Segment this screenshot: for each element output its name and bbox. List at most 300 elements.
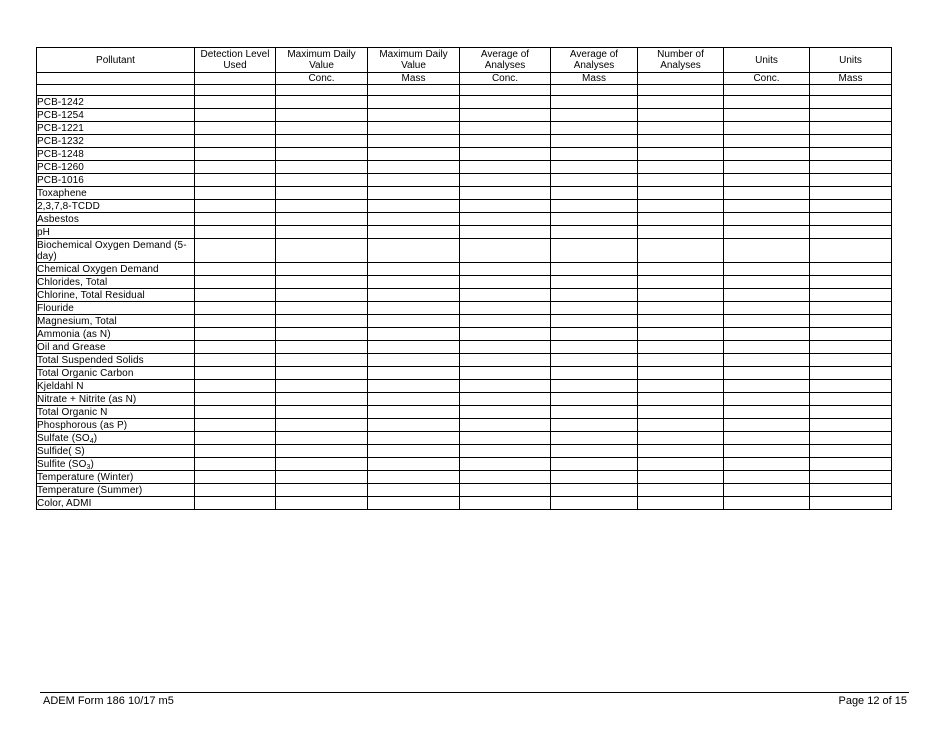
entry-cell[interactable] [724, 122, 810, 135]
entry-cell[interactable] [276, 187, 368, 200]
entry-cell[interactable] [638, 276, 724, 289]
entry-cell[interactable] [724, 302, 810, 315]
entry-cell[interactable] [810, 471, 892, 484]
entry-cell[interactable] [551, 445, 638, 458]
entry-cell[interactable] [551, 109, 638, 122]
entry-cell[interactable] [638, 226, 724, 239]
entry-cell[interactable] [276, 174, 368, 187]
table-row [37, 161, 892, 174]
entry-cell[interactable] [368, 315, 460, 328]
entry-cell[interactable] [810, 432, 892, 445]
header-detection-level: Detection Level Used [195, 48, 276, 73]
entry-cell[interactable] [195, 200, 276, 213]
entry-cell[interactable] [195, 161, 276, 174]
entry-cell[interactable] [460, 471, 551, 484]
entry-cell[interactable] [724, 497, 810, 510]
entry-cell[interactable] [276, 289, 368, 302]
entry-cell[interactable] [638, 174, 724, 187]
entry-cell[interactable] [368, 109, 460, 122]
entry-cell[interactable] [551, 354, 638, 367]
table-row [37, 380, 892, 393]
entry-cell[interactable] [551, 213, 638, 226]
entry-cell[interactable] [638, 406, 724, 419]
entry-cell[interactable] [195, 432, 276, 445]
entry-cell[interactable] [195, 289, 276, 302]
header-max-daily-mass: Maximum Daily Value [368, 48, 460, 73]
entry-cell[interactable] [195, 263, 276, 276]
entry-cell[interactable] [638, 367, 724, 380]
entry-cell[interactable] [810, 497, 892, 510]
entry-cell[interactable] [638, 471, 724, 484]
entry-cell[interactable] [724, 226, 810, 239]
entry-cell[interactable] [276, 354, 368, 367]
entry-cell[interactable] [724, 276, 810, 289]
footer-divider [40, 692, 909, 693]
spacer-row [37, 85, 892, 96]
table-row [37, 109, 892, 122]
entry-cell[interactable] [460, 109, 551, 122]
entry-cell[interactable] [551, 393, 638, 406]
entry-cell[interactable] [195, 328, 276, 341]
entry-cell[interactable] [460, 174, 551, 187]
table-row [37, 328, 892, 341]
entry-cell[interactable] [810, 315, 892, 328]
table-row [37, 484, 892, 497]
entry-cell[interactable] [724, 187, 810, 200]
entry-cell[interactable] [638, 432, 724, 445]
entry-cell[interactable] [810, 226, 892, 239]
pollutant-name: PCB-1254 [37, 109, 195, 122]
pollutant-name: Kjeldahl N [37, 380, 195, 393]
entry-cell[interactable] [638, 200, 724, 213]
entry-cell[interactable] [638, 341, 724, 354]
pollutant-name: Phosphorous (as P) [37, 419, 195, 432]
header-row-measures [37, 73, 892, 85]
entry-cell[interactable] [368, 122, 460, 135]
pollutant-name: Chlorine, Total Residual [37, 289, 195, 302]
entry-cell[interactable] [810, 484, 892, 497]
entry-cell[interactable] [638, 445, 724, 458]
entry-cell[interactable] [638, 239, 724, 263]
entry-cell[interactable] [638, 419, 724, 432]
entry-cell[interactable] [551, 484, 638, 497]
entry-cell[interactable] [638, 135, 724, 148]
entry-cell[interactable] [276, 122, 368, 135]
entry-cell[interactable] [551, 432, 638, 445]
entry-cell[interactable] [551, 148, 638, 161]
entry-cell[interactable] [276, 239, 368, 263]
entry-cell[interactable] [551, 419, 638, 432]
entry-cell[interactable] [551, 276, 638, 289]
entry-cell[interactable] [638, 458, 724, 471]
entry-cell[interactable] [368, 497, 460, 510]
entry-cell[interactable] [195, 239, 276, 263]
entry-cell[interactable] [368, 289, 460, 302]
entry-cell[interactable] [276, 406, 368, 419]
entry-cell[interactable] [724, 200, 810, 213]
entry-cell[interactable] [724, 471, 810, 484]
entry-cell[interactable] [551, 380, 638, 393]
entry-cell[interactable] [551, 458, 638, 471]
entry-cell[interactable] [551, 161, 638, 174]
entry-cell[interactable] [195, 302, 276, 315]
entry-cell[interactable] [460, 354, 551, 367]
entry-cell[interactable] [810, 213, 892, 226]
entry-cell[interactable] [551, 406, 638, 419]
header-units-conc: Units [724, 48, 810, 73]
entry-cell[interactable] [638, 109, 724, 122]
entry-cell[interactable] [195, 341, 276, 354]
entry-cell[interactable] [368, 380, 460, 393]
entry-cell[interactable] [276, 497, 368, 510]
entry-cell[interactable] [551, 239, 638, 263]
entry-cell[interactable] [638, 213, 724, 226]
subheader-cell: Mass [810, 73, 892, 85]
entry-cell[interactable] [460, 315, 551, 328]
entry-cell[interactable] [460, 328, 551, 341]
entry-cell[interactable] [638, 302, 724, 315]
table-row [37, 135, 892, 148]
entry-cell[interactable] [810, 341, 892, 354]
entry-cell[interactable] [638, 263, 724, 276]
entry-cell[interactable] [368, 213, 460, 226]
entry-cell[interactable] [368, 484, 460, 497]
entry-cell[interactable] [810, 354, 892, 367]
entry-cell[interactable] [276, 200, 368, 213]
entry-cell[interactable] [724, 239, 810, 263]
entry-cell[interactable] [195, 226, 276, 239]
entry-cell[interactable] [638, 289, 724, 302]
entry-cell[interactable] [460, 458, 551, 471]
entry-cell[interactable] [638, 122, 724, 135]
table-row [37, 432, 892, 445]
subheader-cell [37, 73, 195, 85]
pollutant-name: Color, ADMI [37, 497, 195, 510]
pollutant-name: Toxaphene [37, 187, 195, 200]
entry-cell[interactable] [724, 406, 810, 419]
entry-cell[interactable] [551, 263, 638, 276]
entry-cell[interactable] [551, 315, 638, 328]
entry-cell[interactable] [551, 135, 638, 148]
page-number: Page 12 of 15 [838, 695, 907, 707]
entry-cell[interactable] [195, 354, 276, 367]
entry-cell[interactable] [460, 135, 551, 148]
entry-cell[interactable] [724, 263, 810, 276]
entry-cell[interactable] [195, 213, 276, 226]
entry-cell[interactable] [460, 122, 551, 135]
entry-cell[interactable] [724, 484, 810, 497]
pollutant-name: Oil and Grease [37, 341, 195, 354]
entry-cell[interactable] [551, 328, 638, 341]
entry-cell[interactable] [724, 445, 810, 458]
entry-cell[interactable] [460, 226, 551, 239]
entry-cell[interactable] [276, 432, 368, 445]
entry-cell[interactable] [276, 302, 368, 315]
table-row [37, 471, 892, 484]
entry-cell[interactable] [276, 380, 368, 393]
entry-cell[interactable] [368, 458, 460, 471]
table-row [37, 458, 892, 471]
entry-cell[interactable] [810, 419, 892, 432]
entry-cell[interactable] [724, 148, 810, 161]
entry-cell[interactable] [810, 393, 892, 406]
entry-cell[interactable] [724, 96, 810, 109]
entry-cell[interactable] [460, 393, 551, 406]
entry-cell[interactable] [368, 393, 460, 406]
entry-cell[interactable] [460, 367, 551, 380]
entry-cell[interactable] [638, 393, 724, 406]
entry-cell[interactable] [460, 406, 551, 419]
entry-cell[interactable] [195, 393, 276, 406]
entry-cell[interactable] [195, 445, 276, 458]
entry-cell[interactable] [810, 380, 892, 393]
entry-cell[interactable] [810, 148, 892, 161]
entry-cell[interactable] [460, 263, 551, 276]
entry-cell[interactable] [276, 393, 368, 406]
header-average-conc: Average of Analyses [460, 48, 551, 73]
entry-cell[interactable] [368, 419, 460, 432]
table-row [37, 239, 892, 263]
entry-cell[interactable] [195, 458, 276, 471]
table-row [37, 406, 892, 419]
table-row [37, 289, 892, 302]
pollutant-name: Sulfate $(SO_4)$ [37, 432, 195, 445]
entry-cell[interactable] [195, 497, 276, 510]
entry-cell[interactable] [195, 484, 276, 497]
entry-cell[interactable] [638, 187, 724, 200]
pollutant-name: Total Organic N [37, 406, 195, 419]
entry-cell[interactable] [810, 302, 892, 315]
subheader-cell [638, 73, 724, 85]
entry-cell[interactable] [276, 341, 368, 354]
entry-cell[interactable] [551, 289, 638, 302]
entry-cell[interactable] [276, 226, 368, 239]
entry-cell[interactable] [276, 276, 368, 289]
entry-cell[interactable] [276, 263, 368, 276]
entry-cell[interactable] [368, 302, 460, 315]
entry-cell[interactable] [195, 315, 276, 328]
entry-cell[interactable] [638, 148, 724, 161]
entry-cell[interactable] [810, 174, 892, 187]
subheader-cell [195, 73, 276, 85]
entry-cell[interactable] [724, 174, 810, 187]
pollutant-name: Sulfite $(SO_3)$ [37, 458, 195, 471]
entry-cell[interactable] [276, 109, 368, 122]
entry-cell[interactable] [810, 263, 892, 276]
entry-cell[interactable] [460, 341, 551, 354]
pollutant-name: Total Suspended Solids [37, 354, 195, 367]
entry-cell[interactable] [724, 432, 810, 445]
entry-cell[interactable] [368, 187, 460, 200]
entry-cell[interactable] [724, 315, 810, 328]
entry-cell[interactable] [551, 367, 638, 380]
entry-cell[interactable] [460, 161, 551, 174]
entry-cell[interactable] [810, 200, 892, 213]
entry-cell[interactable] [368, 471, 460, 484]
entry-cell[interactable] [724, 458, 810, 471]
entry-cell[interactable] [368, 200, 460, 213]
entry-cell[interactable] [810, 328, 892, 341]
entry-cell[interactable] [368, 96, 460, 109]
entry-cell[interactable] [460, 276, 551, 289]
entry-cell[interactable] [276, 458, 368, 471]
entry-cell[interactable] [195, 187, 276, 200]
entry-cell[interactable] [638, 315, 724, 328]
table-row [37, 367, 892, 380]
entry-cell[interactable] [638, 96, 724, 109]
entry-cell[interactable] [810, 135, 892, 148]
pollutant-rows [37, 96, 892, 510]
entry-cell[interactable] [276, 328, 368, 341]
pollutant-name: PCB-1248 [37, 148, 195, 161]
entry-cell[interactable] [810, 367, 892, 380]
entry-cell[interactable] [551, 471, 638, 484]
entry-cell[interactable] [460, 380, 551, 393]
entry-cell[interactable] [276, 96, 368, 109]
entry-cell[interactable] [195, 419, 276, 432]
entry-cell[interactable] [276, 445, 368, 458]
entry-cell[interactable] [551, 341, 638, 354]
entry-cell[interactable] [724, 213, 810, 226]
entry-cell[interactable] [810, 122, 892, 135]
entry-cell[interactable] [724, 393, 810, 406]
entry-cell[interactable] [276, 135, 368, 148]
entry-cell[interactable] [276, 315, 368, 328]
entry-cell[interactable] [368, 135, 460, 148]
entry-cell[interactable] [724, 289, 810, 302]
entry-cell[interactable] [724, 161, 810, 174]
entry-cell[interactable] [638, 380, 724, 393]
pollutant-name: Sulfide( S) [37, 445, 195, 458]
entry-cell[interactable] [276, 148, 368, 161]
entry-cell[interactable] [368, 406, 460, 419]
pollutant-name: Temperature (Summer) [37, 484, 195, 497]
entry-cell[interactable] [276, 419, 368, 432]
entry-cell[interactable] [810, 161, 892, 174]
entry-cell[interactable] [810, 96, 892, 109]
entry-cell[interactable] [460, 96, 551, 109]
entry-cell[interactable] [724, 380, 810, 393]
entry-cell[interactable] [551, 174, 638, 187]
table-row [37, 497, 892, 510]
entry-cell[interactable] [276, 213, 368, 226]
entry-cell[interactable] [195, 109, 276, 122]
entry-cell[interactable] [810, 109, 892, 122]
entry-cell[interactable] [460, 213, 551, 226]
entry-cell[interactable] [460, 302, 551, 315]
entry-cell[interactable] [276, 471, 368, 484]
entry-cell[interactable] [368, 226, 460, 239]
entry-cell[interactable] [810, 276, 892, 289]
entry-cell[interactable] [368, 148, 460, 161]
entry-cell[interactable] [195, 96, 276, 109]
entry-cell[interactable] [460, 187, 551, 200]
pollutant-name: Flouride [37, 302, 195, 315]
entry-cell[interactable] [195, 276, 276, 289]
entry-cell[interactable] [195, 471, 276, 484]
entry-cell[interactable] [551, 302, 638, 315]
entry-cell[interactable] [551, 497, 638, 510]
entry-cell[interactable] [195, 122, 276, 135]
entry-cell[interactable] [638, 484, 724, 497]
entry-cell[interactable] [810, 406, 892, 419]
entry-cell[interactable] [460, 484, 551, 497]
entry-cell[interactable] [551, 200, 638, 213]
table-row [37, 96, 892, 109]
pollutant-name: PCB-1016 [37, 174, 195, 187]
entry-cell[interactable] [368, 263, 460, 276]
entry-cell[interactable] [368, 276, 460, 289]
entry-cell[interactable] [638, 328, 724, 341]
entry-cell[interactable] [724, 109, 810, 122]
entry-cell[interactable] [368, 328, 460, 341]
entry-cell[interactable] [551, 122, 638, 135]
entry-cell[interactable] [724, 367, 810, 380]
entry-cell[interactable] [724, 341, 810, 354]
subheader-cell: Conc. [276, 73, 368, 85]
entry-cell[interactable] [724, 328, 810, 341]
entry-cell[interactable] [276, 161, 368, 174]
entry-cell[interactable] [276, 367, 368, 380]
entry-cell[interactable] [810, 445, 892, 458]
entry-cell[interactable] [195, 135, 276, 148]
pollutant-name: Chemical Oxygen Demand [37, 263, 195, 276]
entry-cell[interactable] [276, 484, 368, 497]
entry-cell[interactable] [810, 458, 892, 471]
entry-cell[interactable] [460, 200, 551, 213]
entry-cell[interactable] [638, 497, 724, 510]
entry-cell[interactable] [195, 174, 276, 187]
pollutant-data-table [36, 47, 892, 510]
entry-cell[interactable] [368, 354, 460, 367]
table-row [37, 419, 892, 432]
entry-cell[interactable] [368, 161, 460, 174]
table-row [37, 354, 892, 367]
entry-cell[interactable] [460, 419, 551, 432]
entry-cell[interactable] [551, 96, 638, 109]
entry-cell[interactable] [460, 148, 551, 161]
entry-cell[interactable] [638, 161, 724, 174]
entry-cell[interactable] [368, 341, 460, 354]
entry-cell[interactable] [460, 239, 551, 263]
entry-cell[interactable] [195, 380, 276, 393]
entry-cell[interactable] [810, 239, 892, 263]
entry-cell[interactable] [460, 445, 551, 458]
entry-cell[interactable] [195, 148, 276, 161]
entry-cell[interactable] [724, 419, 810, 432]
header-pollutant: Pollutant [37, 48, 195, 73]
entry-cell[interactable] [724, 135, 810, 148]
entry-cell[interactable] [551, 226, 638, 239]
entry-cell[interactable] [460, 432, 551, 445]
entry-cell[interactable] [460, 497, 551, 510]
entry-cell[interactable] [195, 406, 276, 419]
entry-cell[interactable] [368, 239, 460, 263]
entry-cell[interactable] [724, 354, 810, 367]
entry-cell[interactable] [368, 174, 460, 187]
entry-cell[interactable] [368, 432, 460, 445]
entry-cell[interactable] [368, 445, 460, 458]
entry-cell[interactable] [810, 187, 892, 200]
entry-cell[interactable] [195, 367, 276, 380]
entry-cell[interactable] [638, 354, 724, 367]
entry-cell[interactable] [551, 187, 638, 200]
entry-cell[interactable] [810, 289, 892, 302]
entry-cell[interactable] [460, 289, 551, 302]
form-identifier: ADEM Form 186 10/17 m5 [43, 695, 174, 707]
header-number-of-analyses: Number of Analyses [638, 48, 724, 73]
entry-cell[interactable] [368, 367, 460, 380]
